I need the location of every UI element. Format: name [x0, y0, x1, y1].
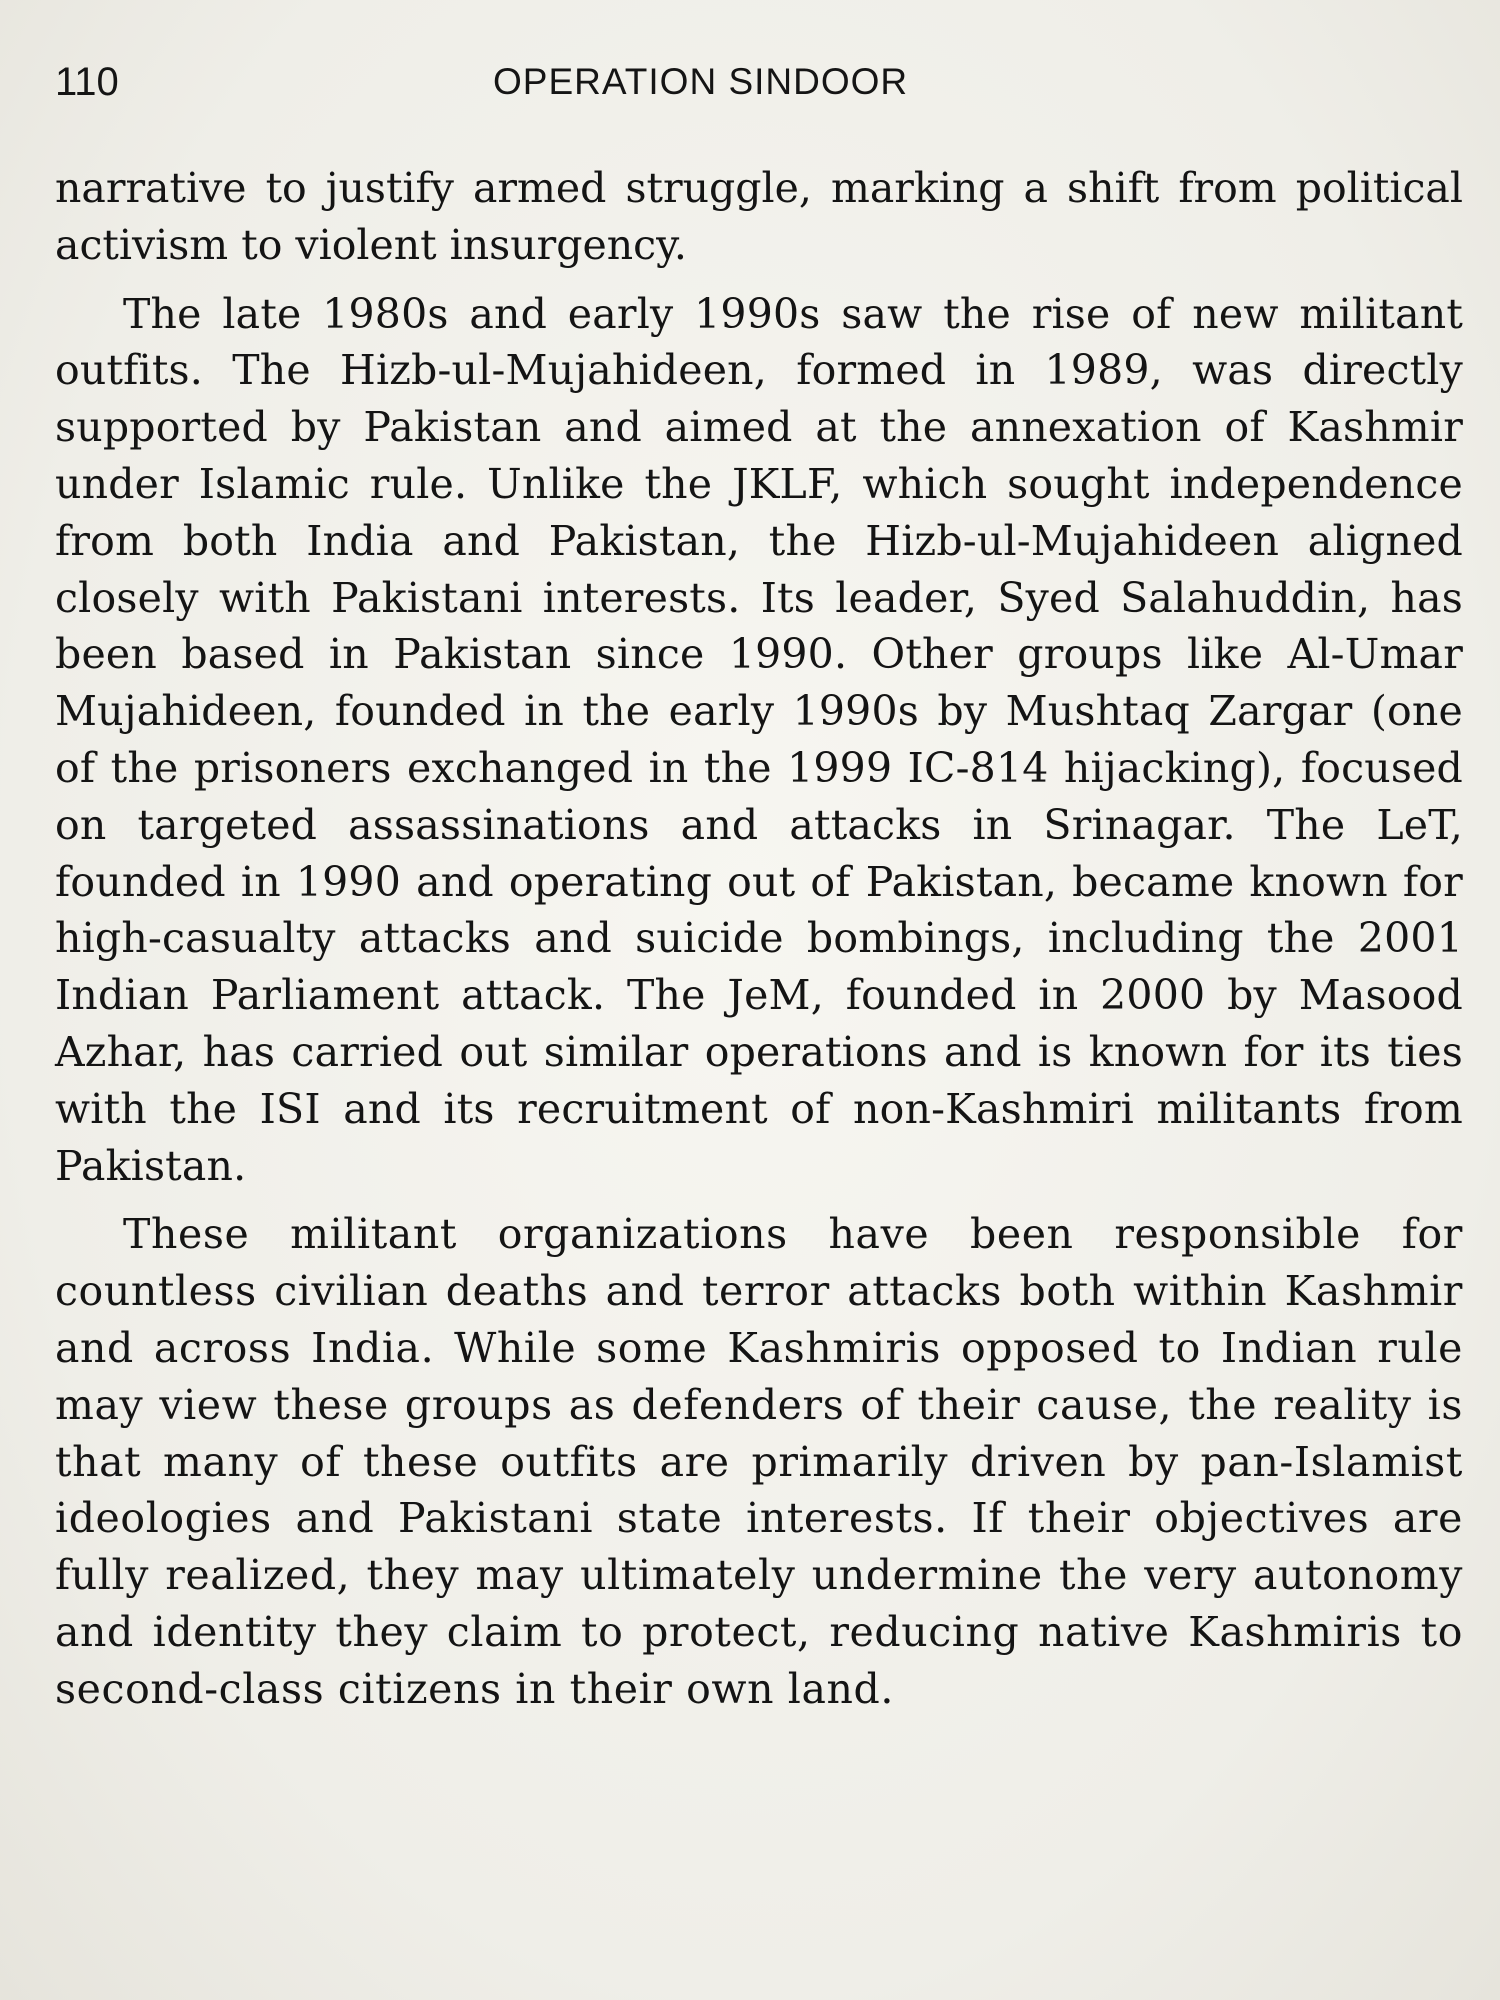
paragraph-militant-organizations: These militant organizations have been responsible for countless civilian deaths and terror attacks both within Kashmir and across India. While some Kashmiris opposed to Indian rule may view these groups as defenders of their cause, the reality is that many of these outfits are primarily driven by pan-Islamist ideologies and Pakistani state interests. If their objectives are fully realized, they may ultimately undermine the very autonomy and identity they claim to protect, reducing native Kashmiris to second-class citizens in their own land. — [55, 1210, 1463, 1713]
running-header — [55, 52, 1455, 112]
body-text — [55, 160, 1463, 1718]
paragraph-continued: narrative to justify armed struggle, marking a shift from political activism to violent insurgency. — [55, 164, 1463, 269]
book-title: OPERATION SINDOOR — [493, 61, 909, 102]
page-number: 110 — [55, 60, 119, 104]
paragraph-militant-outfits: The late 1980s and early 1990s saw the rise of new militant outfits. The Hizb-ul-Mujahideen, formed in 1989, was directly supported by Pakistan and aimed at the annexation of Kashmir under Islamic rule. Unlike the JKLF, which sought independence from both India and Pakistan, the Hizb-ul-Mujahideen aligned closely with Pakistani interests. Its leader, Syed Salahuddin, has been based in Pakistan since 1990. Other groups like Al-Umar Mujahideen, founded in the early 1990s by Mushtaq Zargar (one of the prisoners exchanged in the 1999 IC-814 hijacking), focused on targeted assassinations and attacks in Srinagar. The LeT, founded in 1990 and operating out of Pakistan, became known for high-casualty attacks and suicide bombings, including the 2001 Indian Parliament attack. The JeM, founded in 2000 by Masood Azhar, has carried out similar operations and is known for its ties with the ISI and its recruitment of non-Kashmiri militants from Pakistan. — [55, 289, 1463, 1190]
